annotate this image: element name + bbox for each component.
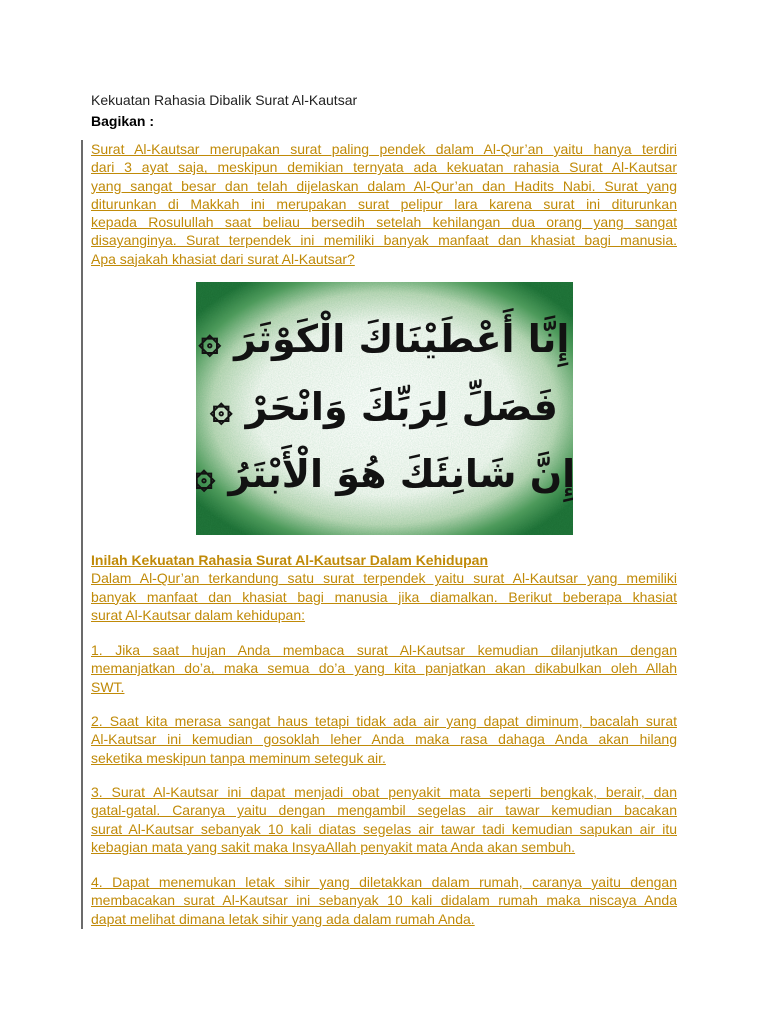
text-line[interactable]: 1. Jika saat hujan Anda membaca surat Al-Kautsar kemudian dilanjutkan dengan <box>91 642 677 658</box>
text-line[interactable]: diturunkan di Makkah ini merupakan surat pelipur lara karena surat ini diturunkan <box>91 195 677 212</box>
text-line[interactable]: 3. Surat Al-Kautsar ini dapat menjadi obat penyakit mata seperti bengkak, berair, dan <box>91 784 677 800</box>
point-3[interactable] <box>91 783 677 856</box>
verse-2: فَصَلِّ لِرَبِّكَ وَانْحَرْ ۞ <box>210 385 558 429</box>
text-line[interactable]: dapat melihat dimana letak sihir yang ada dalam rumah Anda. <box>91 910 475 927</box>
text-line[interactable]: yang sangat besar dan telah dijelaskan dalam Al-Qur’an dan Hadits Nabi. Surat yang <box>91 177 677 194</box>
text-line[interactable]: Apa sajakah khasiat dari surat Al-Kautsar? <box>91 250 355 267</box>
text-line[interactable]: kepada Rosulullah saat beliau bersedih setelah kehilangan dua orang yang sangat <box>91 214 677 231</box>
text-line[interactable]: 2. Saat kita merasa sangat haus tetapi tidak ada air yang dapat diminum, bacalah surat <box>91 713 677 729</box>
surah-image <box>196 282 573 535</box>
text-line[interactable]: surat Al-Kautsar sebanyak 10 kali diatas segelas air tawar tadi kemudian sapukan air itu <box>91 820 677 837</box>
text-line[interactable]: dari 3 ayat saja, meskipun demikian ternyata ada kekuatan rahasia Surat Al-Kautsar <box>91 159 677 176</box>
section-heading[interactable]: Inilah Kekuatan Rahasia Surat Al-Kautsar Dalam Kehidupan <box>91 552 489 568</box>
text-line[interactable]: Dalam Al-Qur’an terkandung satu surat terpendek yaitu surat Al-Kautsar yang memiliki <box>91 570 677 587</box>
text-line[interactable]: memanjatkan do’a, maka semua do’a yang kita panjatkan akan dikabulkan oleh Allah <box>91 660 677 677</box>
point-4[interactable] <box>91 873 677 928</box>
article-title: Kekuatan Rahasia Dibalik Surat Al-Kautsar <box>91 92 358 108</box>
text-line[interactable]: Surat Al-Kautsar merupakan surat paling pendek dalam Al-Qur’an yaitu hanya terdiri <box>91 141 677 157</box>
text-line[interactable]: kebagian mata yang sakit maka InsyaAllah penyakit mata Anda akan sembuh. <box>91 838 576 855</box>
section-block[interactable] <box>91 551 677 624</box>
text-line[interactable]: surat Al-Kautsar dalam kehidupan: <box>91 606 306 623</box>
point-1[interactable] <box>91 641 677 696</box>
text-line[interactable]: Al-Kautsar ini kemudian gosoklah leher Anda maka rasa dahaga Anda akan hilang <box>91 731 677 748</box>
text-line[interactable]: membacakan surat Al-Kautsar ini sebanyak 10 kali didalam rumah maka niscaya Anda <box>91 892 677 909</box>
quote-bar <box>81 140 83 929</box>
text-line[interactable]: SWT. <box>91 678 125 695</box>
text-line[interactable]: 4. Dapat menemukan letak sihir yang diletakkan dalam rumah, caranya yaitu dengan <box>91 874 677 890</box>
intro-paragraph[interactable] <box>91 140 677 268</box>
text-line[interactable]: gatal-gatal. Caranya yaitu dengan mengambil segelas air tawar kemudian bacakan <box>91 802 677 819</box>
verse-3: إِنَّ شَانِئَكَ هُوَ الْأَبْتَرُ ۞ <box>196 452 573 496</box>
verse-1: إِنَّا أَعْطَيْنَاكَ الْكَوْثَرَ ۞ <box>198 317 570 361</box>
text-line[interactable]: disayanginya. Surat terpendek ini memiliki banyak manfaat dan khasiat bagi manusia. <box>91 232 677 249</box>
text-line[interactable]: seketika meskipun tanpa meminum seteguk air. <box>91 749 386 766</box>
text-line[interactable]: banyak manfaat dan khasiat bagi manusia jika diamalkan. Berikut beberapa khasiat <box>91 588 677 605</box>
share-label: Bagikan : <box>91 113 155 129</box>
point-2[interactable] <box>91 712 677 767</box>
